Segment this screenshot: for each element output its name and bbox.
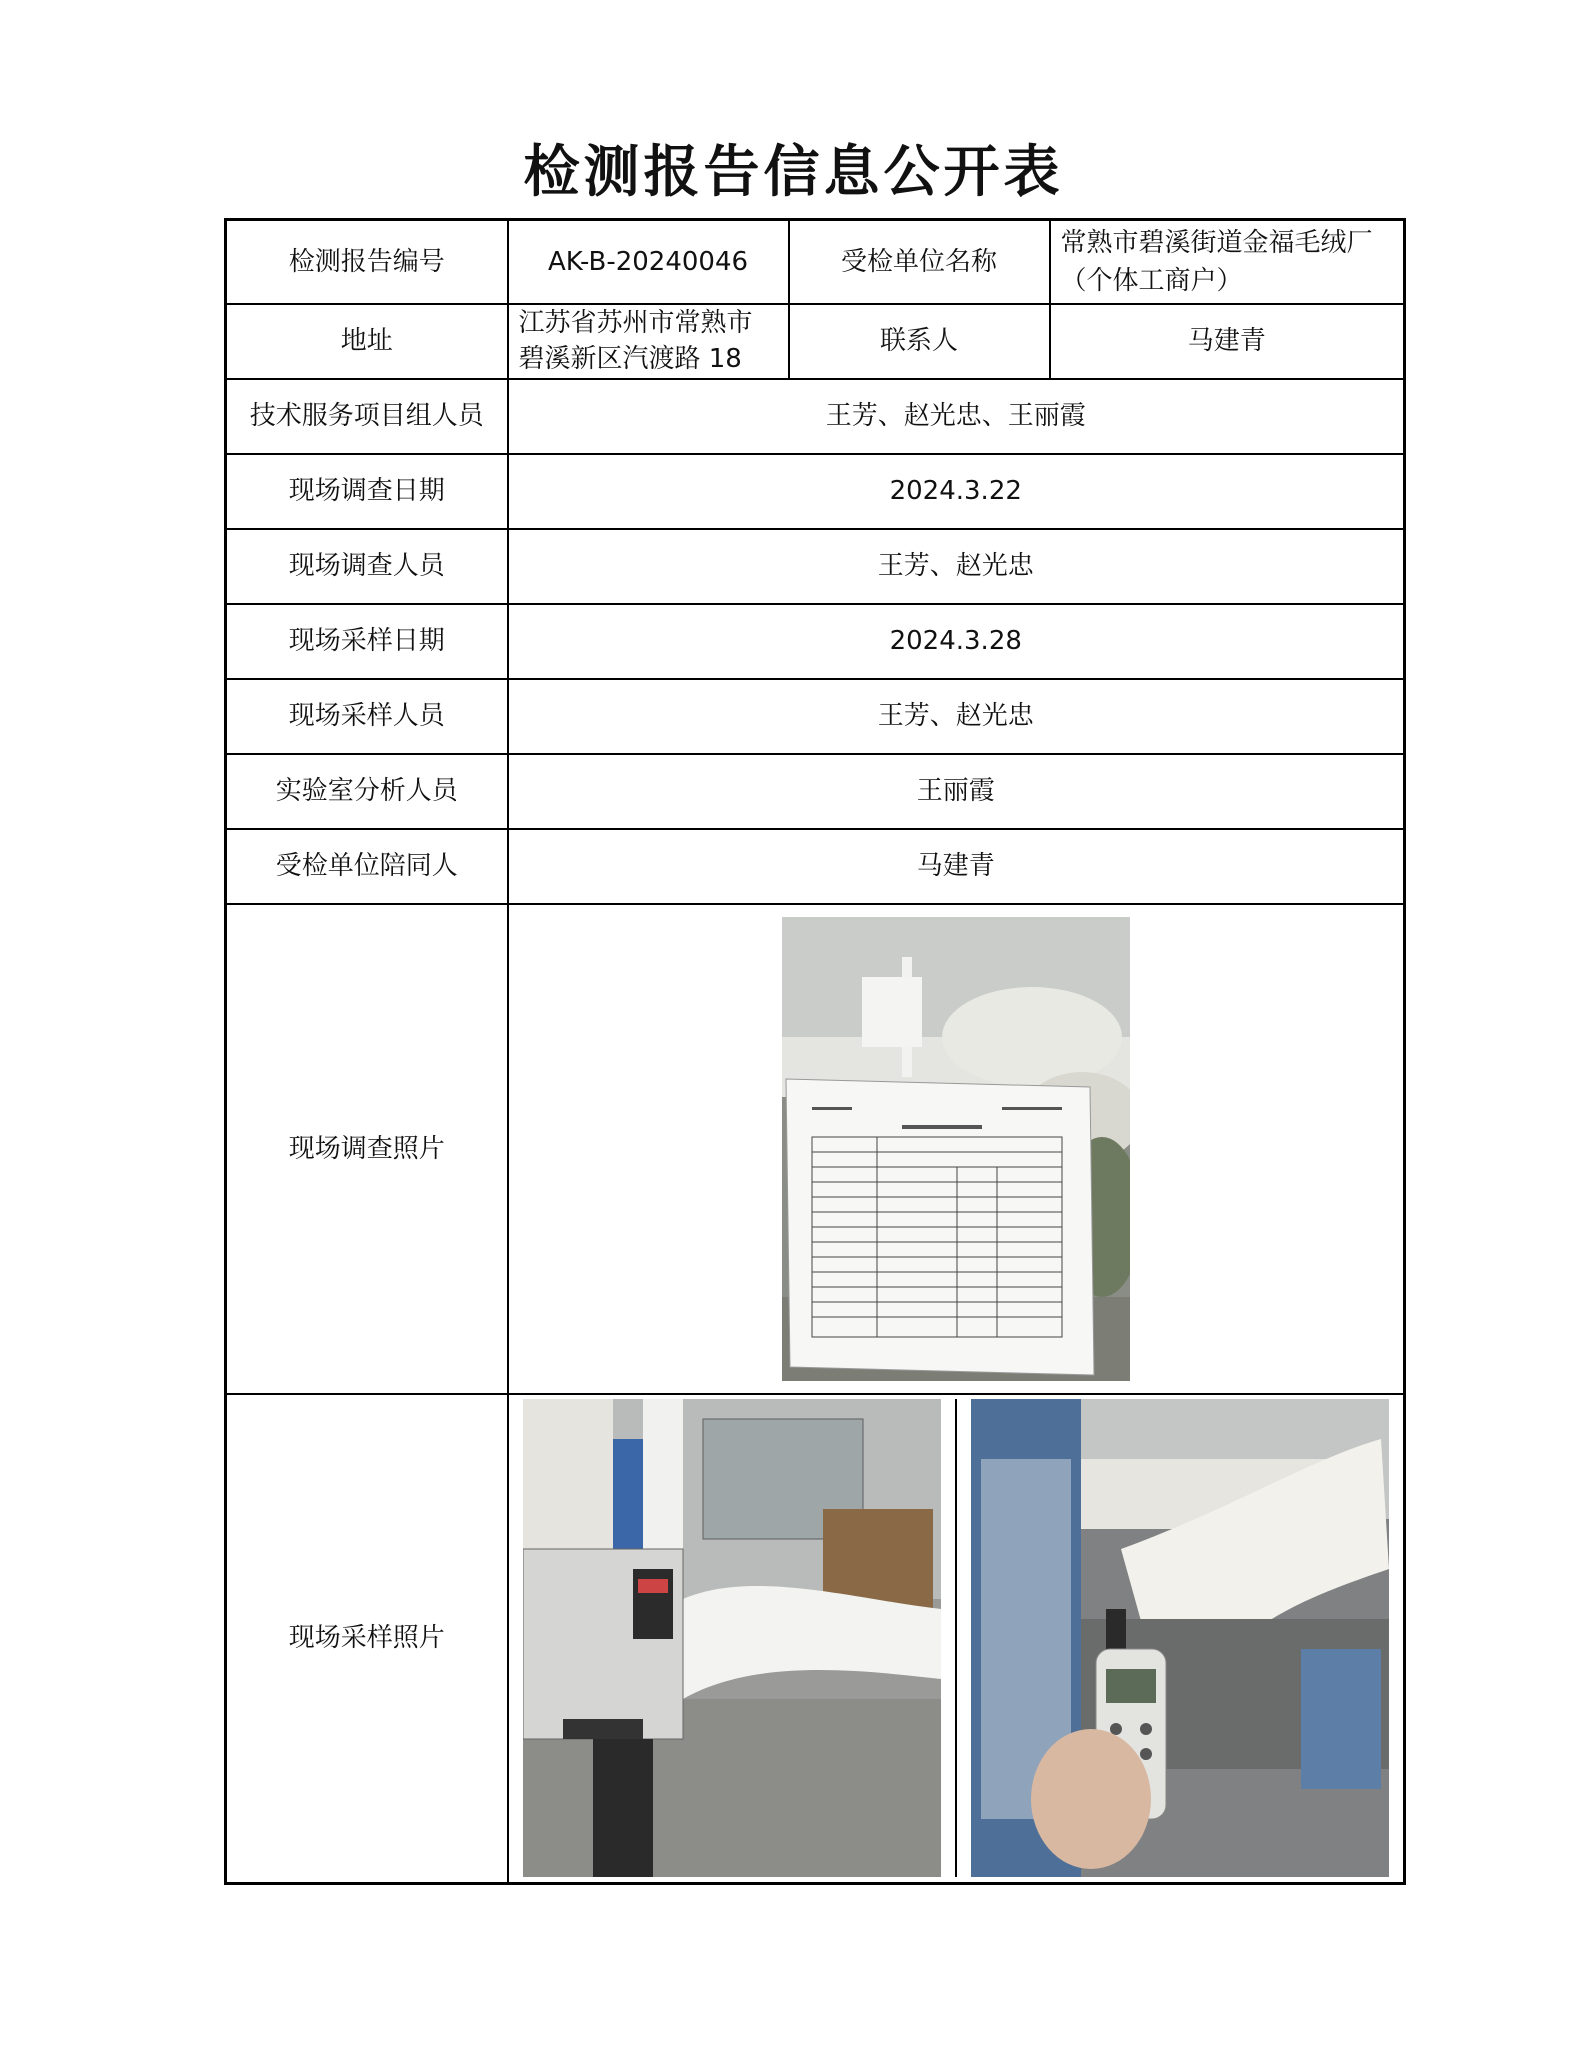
contact-value: 马建青 xyxy=(1050,304,1405,379)
info-row xyxy=(226,754,1405,829)
row-label: 现场采样日期 xyxy=(226,604,508,679)
address-row xyxy=(226,304,1405,379)
survey-photo-label: 现场调查照片 xyxy=(226,904,508,1394)
survey-photo-row xyxy=(226,904,1405,1394)
info-row xyxy=(226,829,1405,904)
row-label: 技术服务项目组人员 xyxy=(226,379,508,454)
sampling-photo-sound-meter xyxy=(971,1399,1389,1877)
sampling-photo-pump xyxy=(523,1399,941,1877)
info-row xyxy=(226,679,1405,754)
row-label: 现场调查人员 xyxy=(226,529,508,604)
address-value: 江苏省苏州市常熟市碧溪新区汽渡路 18 xyxy=(518,308,753,374)
report-no-label: 检测报告编号 xyxy=(226,220,508,304)
unit-name-label: 受检单位名称 xyxy=(789,220,1050,304)
row-value: 王芳、赵光忠 xyxy=(508,529,1405,604)
contact-label: 联系人 xyxy=(789,304,1050,379)
row-label: 实验室分析人员 xyxy=(226,754,508,829)
row-value: 马建青 xyxy=(508,829,1405,904)
survey-photo xyxy=(782,917,1130,1381)
row-value: 王芳、赵光忠、王丽霞 xyxy=(508,379,1405,454)
report-no-row xyxy=(226,220,1405,304)
info-row xyxy=(226,379,1405,454)
row-value: 王芳、赵光忠 xyxy=(508,679,1405,754)
row-value: 王丽霞 xyxy=(508,754,1405,829)
unit-name-value: 常熟市碧溪街道金福毛绒厂（个体工商户） xyxy=(1050,220,1405,304)
info-row xyxy=(226,454,1405,529)
report-table xyxy=(224,218,1406,1885)
info-row xyxy=(226,529,1405,604)
row-label: 受检单位陪同人 xyxy=(226,829,508,904)
address-label: 地址 xyxy=(226,304,508,379)
page-title: 检测报告信息公开表 xyxy=(523,140,1064,205)
report-no-value: AK-B-20240046 xyxy=(508,220,789,304)
sampling-photo-row xyxy=(226,1394,1405,1884)
row-value: 2024.3.28 xyxy=(508,604,1405,679)
sampling-photo-label: 现场采样照片 xyxy=(226,1394,508,1884)
row-value: 2024.3.22 xyxy=(508,454,1405,529)
row-label: 现场采样人员 xyxy=(226,679,508,754)
row-label: 现场调查日期 xyxy=(226,454,508,529)
info-row xyxy=(226,604,1405,679)
